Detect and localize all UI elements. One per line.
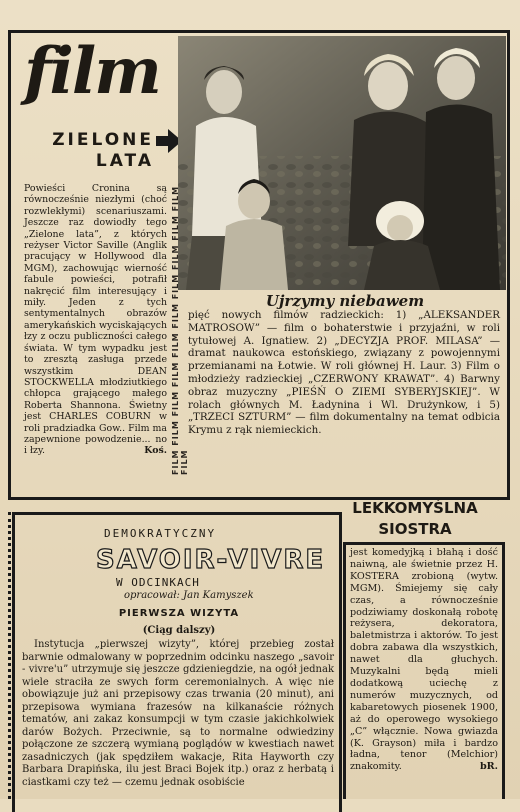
lekkomyslna-review <box>350 547 498 773</box>
photo-caption: Ujrzymy niebawem <box>265 292 425 310</box>
review-text: Powieści Cronina są równocześnie niezłymi (choć rozwlekłymi) scenariuszami. Jeszcze raz dowiodły tego „Zielone lata”, z których reżyser Victor Saville (Anglik pracujący w Hollywood dla MGM), zachowując wierność fabule powieści, potrafił nakręcić film interesujący i miły. Jeden z tych sentymentalnych obrazów amerykańskich wyciskających łzy z oczu publiczności całego świata. W tym wypadku jest to zresztą zasługa przede wszystkim DEAN STOCKWELLA młodziutkiego chłopca grającego małego Roberta Shannona. Świetny jest CHARLES COBURN w roli pradziadka Gow.. Film ma zapewnione powodzenie... no i łzy. <box>24 183 167 457</box>
review-title-line1: ZIELONE <box>52 130 154 150</box>
lekkomyslna-title-line2: SIOSTRA <box>378 520 452 538</box>
savoir-subtitle: W ODCINKACH <box>116 576 200 589</box>
lekkomyslna-title-line1: LEKKOMYŚLNA <box>352 499 478 517</box>
lekkomyslna-signature: bR. <box>479 761 498 773</box>
savoir-heading: PIERWSZA WIZYTA <box>118 608 240 619</box>
review-signature: Koś. <box>144 445 167 457</box>
savoir-body: Instytucja „pierwszej wizyty”, której przebieg został barwnie odmalowany w poprzednim odcinku naszego „savoir - vivre'u” utrzymuje się jeszcze gdzieniegdzie, na ogół jednak wiele straciła ze swych form ceremonialnych. A więc nie obowiązuje już ani przepisowy czas trwania (20 minut), ani przepisowa wymiana frazesów na kilkanaście różnych tematów, ani zakaz konsumpcji w tym czasie jakichkolwiek darów Bożych. Przeciwnie, są to normalne odwiedziny połączone ze szczerą wymianą poglądów w kwestiach nawet zasadniczych (jak spędziłem wakacje, Rita Hayworth czy Barbara Drapińska, ilu jest Braci Bojek itp.) oraz z herbatą i ciastkami czy też — czemu jednak osobiście <box>22 639 334 788</box>
savoir-continued: (Ciąg dalszy) <box>142 625 216 636</box>
lekkomyslna-body: jest komedyjką i błahą i dość naiwną, ale świetnie przez H. KOSTERA zrobioną (wytw. MGM). Śmiejemy się cały czas, a równocześnie podziwiamy doskonałą robotę reżysera, dekoratora, baletmistrza i aktorów. To jest dobra zabawa dla wszystkich, nawet dla głuchych. Muzykalni będą mieli dodatkową uciechę z numerów muzycznych, od kabaretowych piosenek 1900, aż do operowego wysokiego „C” włącznie. Nowa gwiazda (K. Grayson) miła i bardzo ładna, tenor (Melchior) znakomity. <box>350 547 498 773</box>
savoir-author: opracował: Jan Kamyszek <box>124 590 254 601</box>
film-logo-word: film <box>24 34 160 109</box>
lekkomyslna-title <box>340 498 490 540</box>
savoir-kicker: DEMOKRATYCZNY <box>104 527 217 540</box>
new-films-text: pięć nowych filmów radzieckich: 1) „ALEKSANDER MATROSOW” — film o bohaterstwie i przyjaźni, w roli tytułowej A. Ignatiew. 2) „DECYZJA PROF. MILASA” — dramat naukowca estońskiego, związany z powojennymi przemianami na Łotwie. W roli głównej H. Laur. 3) Film o młodzieży radzieckiej „CZERWONY KRAWAT”. 4) Barwny obraz muzyczny „PIEŚŃ O ZIEMI SYBERYJSKIEJ”. W rolach głównych M. Ładynina i Wl. Drużynkow, i 5) „TRZECI SZTURM” — film dokumentalny na temat odbicia Krymu z rąk niemieckich. <box>188 309 500 437</box>
film-vertical-label: FILM FILM FILM FILM FILM FILM FILM FILM FILM FILM FILM <box>171 185 189 475</box>
savoir-title: SAVOIR-VIVRE <box>96 545 326 575</box>
review-column <box>24 183 167 457</box>
film-still-photo <box>178 36 506 290</box>
review-title-line2: LATA <box>95 151 154 171</box>
review-title <box>50 130 154 172</box>
